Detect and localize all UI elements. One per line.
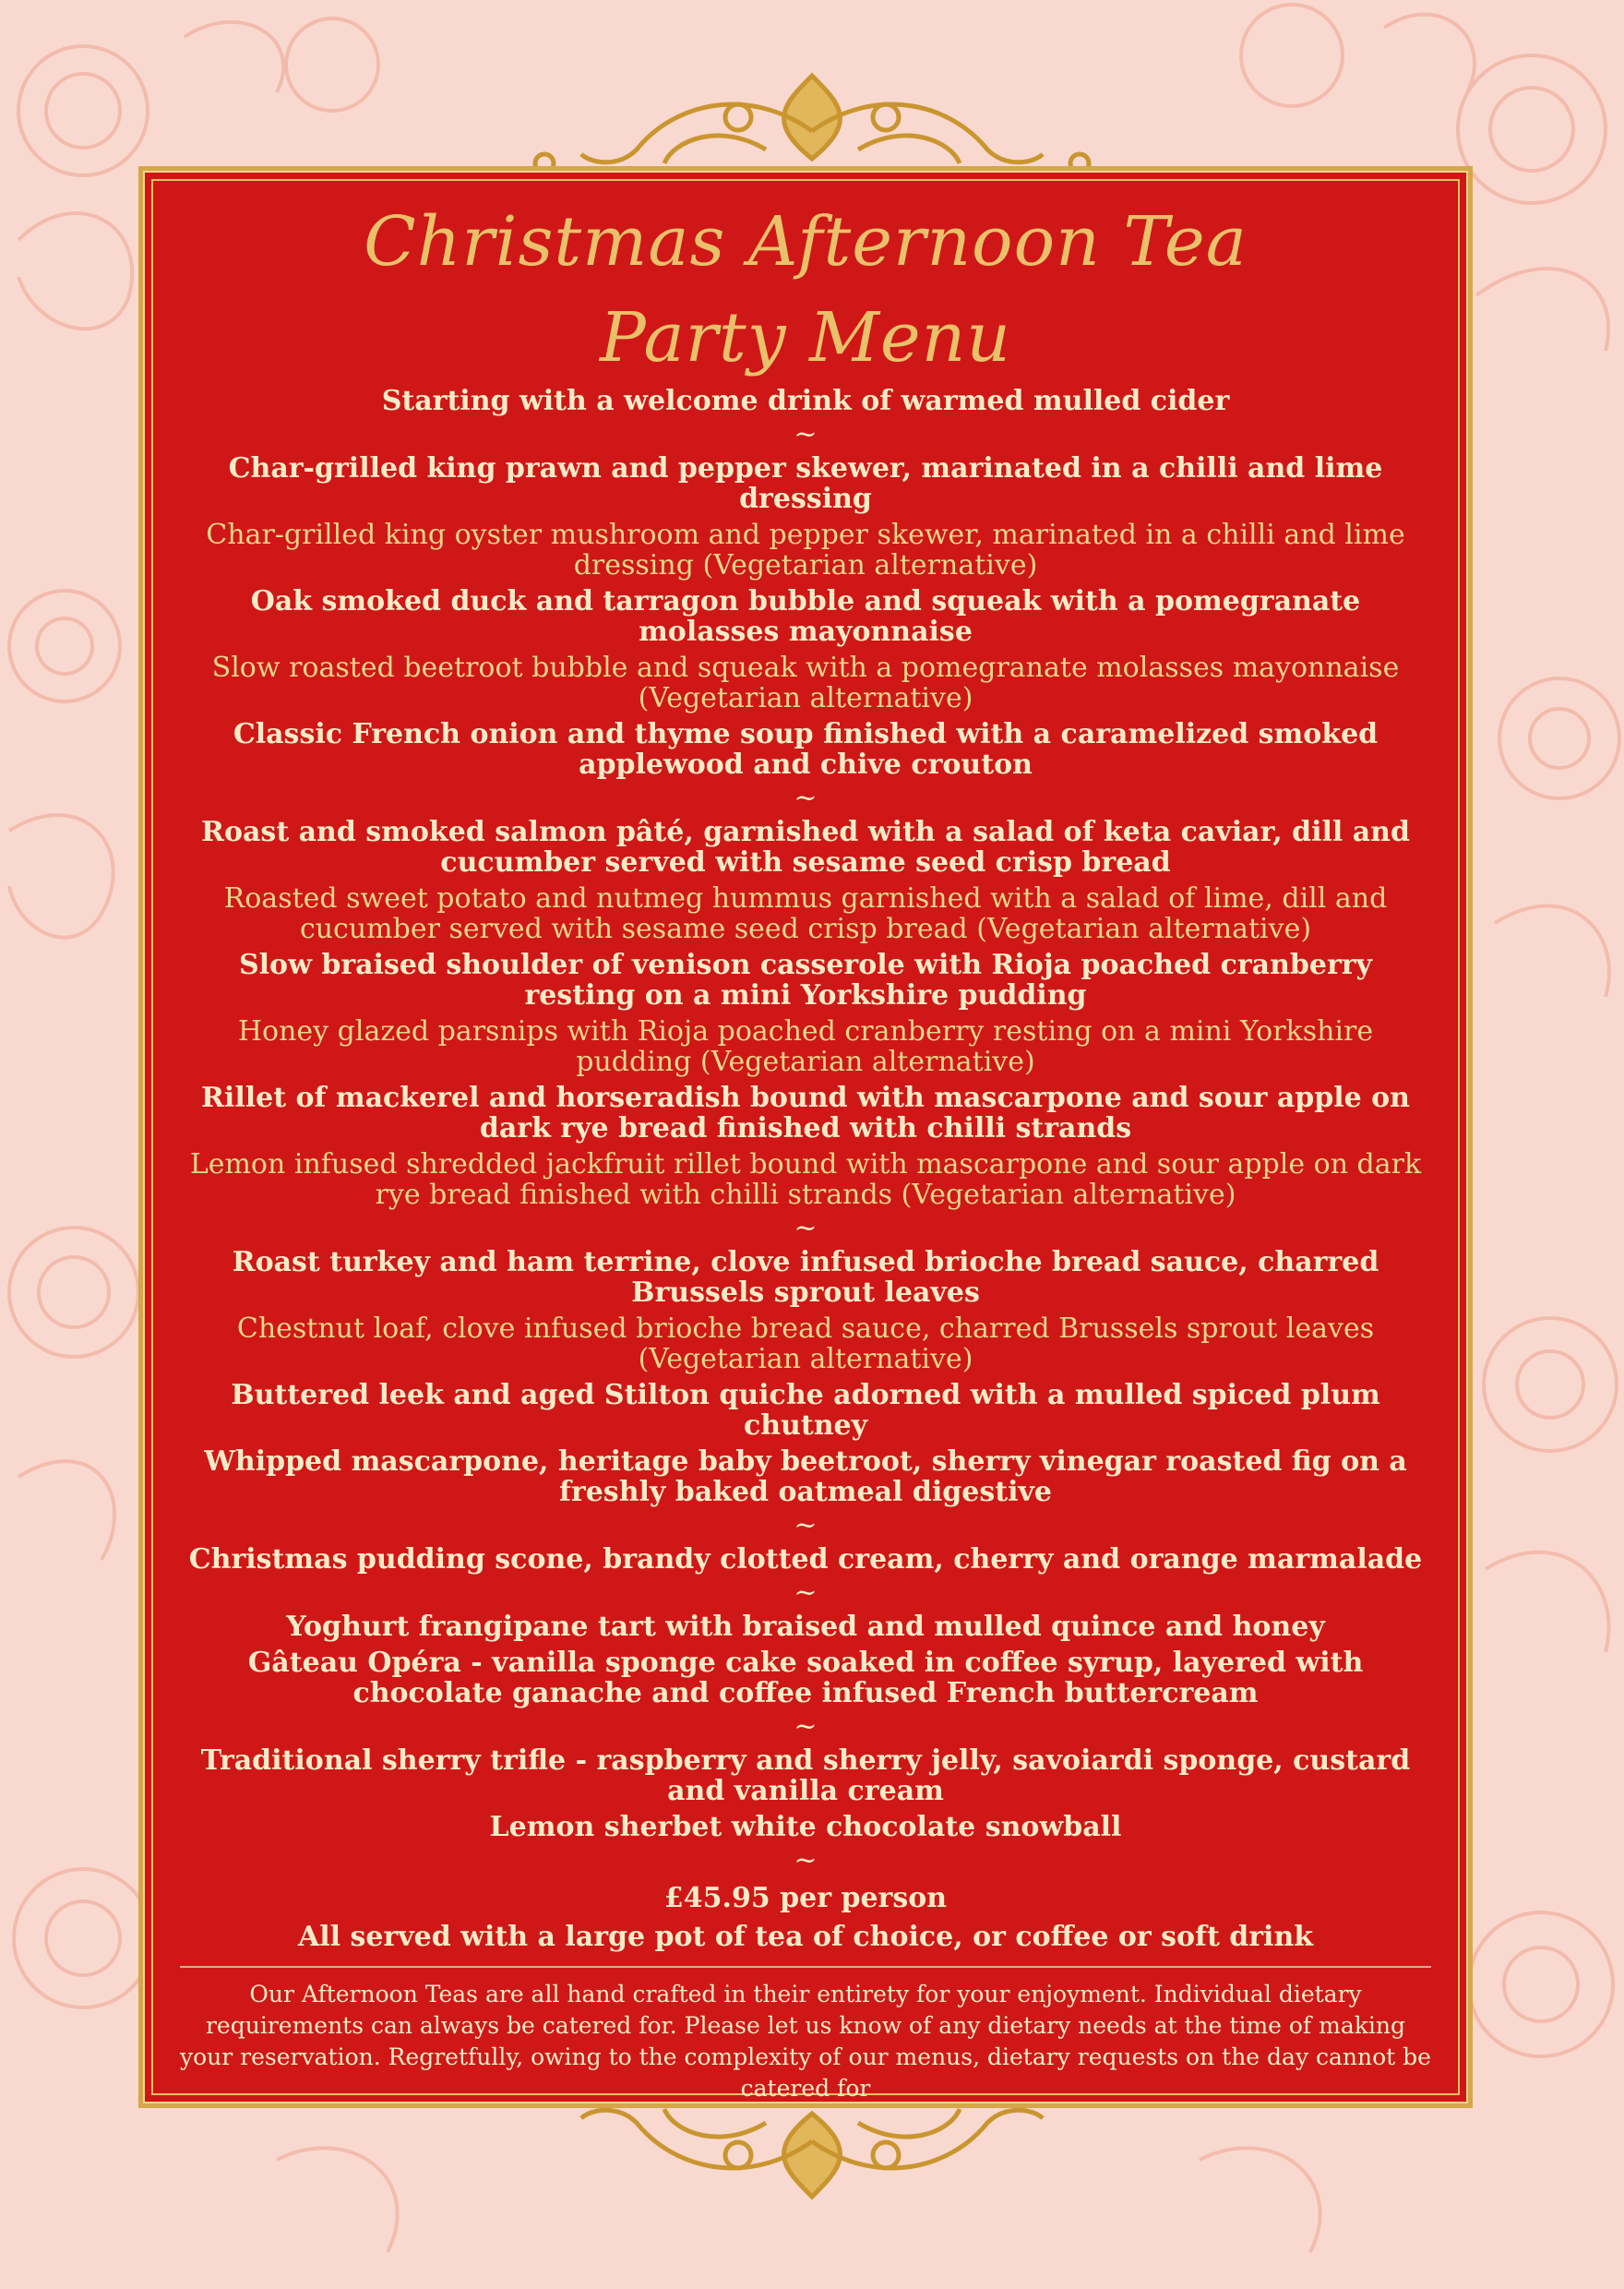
course-separator: ~	[794, 1576, 818, 1609]
menu-item: Classic French onion and thyme soup finished with a caramelized smoked applewood and chive crouton	[233, 718, 1379, 781]
menu-panel	[138, 166, 1473, 2108]
menu-item: Traditional sherry trifle - raspberry and sherry jelly, savoiardi sponge, custard and vanilla cream	[200, 1744, 1411, 1807]
welcome-drink: Starting with a welcome drink of warmed mulled cider	[381, 385, 1230, 417]
bottom-ornament-icon	[489, 2095, 1135, 2206]
top-ornament-icon	[489, 66, 1135, 177]
served-with: All served with a large pot of tea of choice, or coffee or soft drink	[297, 1921, 1314, 1953]
menu-item: Lemon sherbet white chocolate snowball	[489, 1811, 1122, 1843]
menu-item: Yoghurt frangipane tart with braised and mulled quince and honey	[286, 1611, 1325, 1643]
menu-item: Gâteau Opéra - vanilla sponge cake soaked in coffee syrup, layered with chocolate ganache and coffee infused French buttercream	[247, 1647, 1364, 1709]
menu-item: Roast turkey and ham terrine, clove infused brioche bread sauce, charred Brussels sprout leaves	[232, 1246, 1379, 1309]
vegetarian-menu-item: Slow roasted beetroot bubble and squeak with a pomegranate molasses mayonnaise (Vegetarian alternative)	[211, 652, 1400, 714]
price: £45.95 per person	[663, 1882, 948, 1914]
menu-item: Oak smoked duck and tarragon bubble and squeak with a pomegranate molasses mayonnaise	[250, 585, 1361, 648]
course-separator: ~	[794, 782, 818, 814]
course-separator: ~	[794, 1710, 818, 1743]
dietary-footnote: Our Afternoon Teas are all hand crafted in their entirety for your enjoyment. Individual dietary requirements can always be catered for. Please let us know of any dietary needs at the time of making your reservation. Regretfully, owing to the complexity of our menus, dietary requests on the day cannot be catered for	[180, 1981, 1431, 2102]
divider	[180, 1966, 1431, 1968]
vegetarian-menu-item: Char-grilled king oyster mushroom and pepper skewer, marinated in a chilli and lime dressing (Vegetarian alternative)	[206, 519, 1405, 581]
menu-item: Rillet of mackerel and horseradish bound with mascarpone and sour apple on dark rye bread finished with chilli strands	[200, 1082, 1410, 1144]
menu-item: Buttered leek and aged Stilton quiche adorned with a mulled spiced plum chutney	[231, 1379, 1380, 1442]
menu-items	[180, 418, 1431, 1876]
course-separator: ~	[794, 418, 818, 450]
menu-item: Char-grilled king prawn and pepper skewer, marinated in a chilli and lime dressing	[228, 452, 1383, 515]
course-separator: ~	[794, 1844, 818, 1876]
menu-content	[180, 194, 1431, 2104]
title-line-1: Christmas Afternoon Tea	[364, 202, 1248, 282]
vegetarian-menu-item: Honey glazed parsnips with Rioja poached cranberry resting on a mini Yorkshire pudding (Vegetarian alternative)	[237, 1015, 1374, 1078]
menu-item: Slow braised shoulder of venison casserole with Rioja poached cranberry resting on a mini Yorkshire pudding	[239, 949, 1372, 1012]
course-separator: ~	[794, 1212, 818, 1244]
page-title	[180, 194, 1431, 386]
vegetarian-menu-item: Chestnut loaf, clove infused brioche bread sauce, charred Brussels sprout leaves (Vegetarian alternative)	[236, 1312, 1375, 1375]
menu-item: Christmas pudding scone, brandy clotted cream, cherry and orange marmalade	[188, 1543, 1423, 1576]
vegetarian-menu-item: Roasted sweet potato and nutmeg hummus garnished with a salad of lime, dill and cucumber served with sesame seed crisp bread (Vegetarian alternative)	[223, 882, 1388, 945]
menu-item: Whipped mascarpone, heritage baby beetroot, sherry vinegar roasted fig on a freshly baked oatmeal digestive	[204, 1445, 1407, 1508]
course-separator: ~	[794, 1509, 818, 1541]
vegetarian-menu-item: Lemon infused shredded jackfruit rillet bound with mascarpone and sour apple on dark rye bread finished with chilli strands (Vegetarian alternative)	[189, 1148, 1422, 1211]
menu-item: Roast and smoked salmon pâté, garnished with a salad of keta caviar, dill and cucumber served with sesame seed crisp bread	[201, 816, 1410, 879]
title-line-2: Party Menu	[600, 298, 1011, 378]
